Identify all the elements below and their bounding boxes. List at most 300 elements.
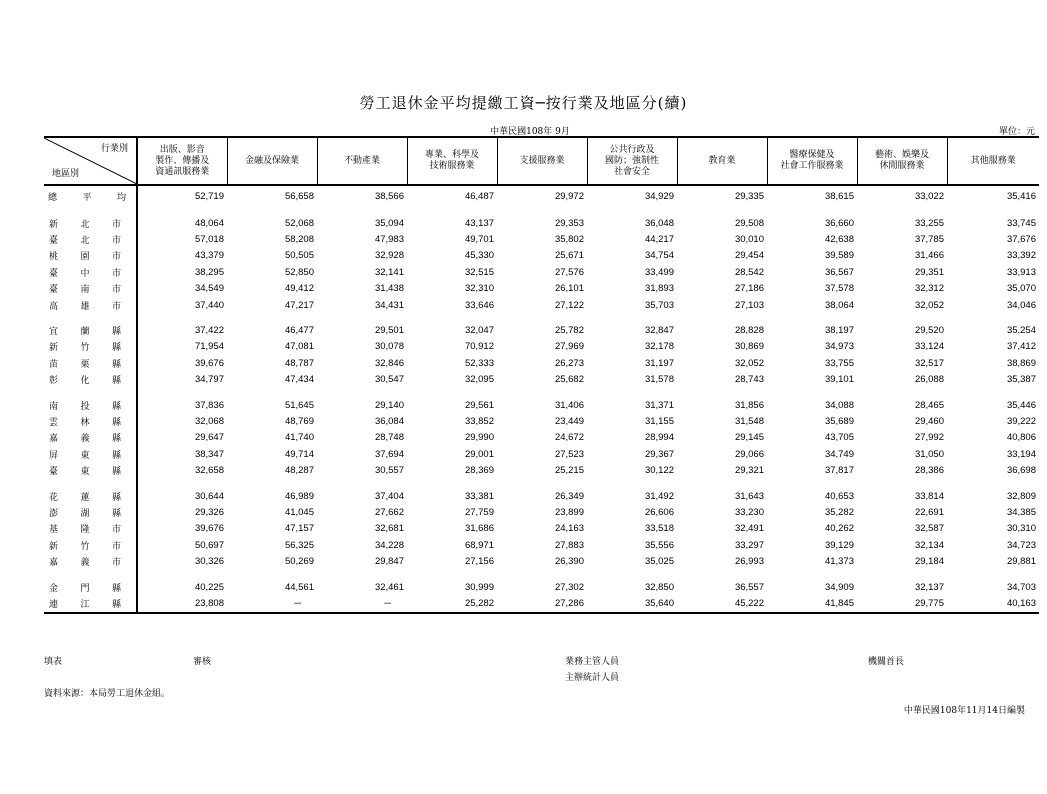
region-name: 新 竹 市 [49, 541, 121, 552]
value-cell: 52,850 [284, 266, 314, 278]
value-cell: 56,325 [284, 539, 314, 551]
table-row [44, 339, 1039, 355]
value-cell: 31,643 [734, 490, 764, 502]
footer-source: 資料來源：本局勞工退休金組。 [44, 689, 171, 699]
value-cell: 27,302 [554, 581, 584, 593]
value-cell: 32,587 [914, 523, 944, 535]
value-cell: 37,694 [374, 448, 404, 460]
value-cell: 28,748 [374, 432, 404, 444]
region-name: 屏 東 縣 [49, 450, 121, 461]
industry-axis-label: 行業別 [100, 144, 128, 154]
region-cell [44, 430, 137, 446]
value-cell: 32,850 [644, 581, 674, 593]
value-cell: 37,817 [824, 465, 854, 477]
value-cell: 25,282 [407, 595, 497, 612]
value-cell: 23,899 [554, 506, 584, 518]
value-cell: 34,549 [194, 283, 224, 295]
value-cell: 34,749 [824, 448, 854, 460]
value-cell: 31,686 [464, 523, 494, 535]
value-cell: 31,492 [644, 490, 674, 502]
region-cell [44, 231, 137, 247]
value-cell: 33,755 [824, 357, 854, 369]
value-cell: 52,333 [464, 357, 494, 369]
value-cell: 50,505 [284, 250, 314, 262]
table-row [44, 521, 1039, 537]
value-cell: 26,088 [914, 374, 944, 386]
table-row [44, 355, 1039, 371]
value-cell: 32,658 [194, 465, 224, 477]
value-cell: 46,989 [284, 490, 314, 502]
value-cell: 33,255 [914, 217, 944, 229]
value-cell: 52,719 [194, 190, 224, 202]
value-cell: 30,547 [374, 374, 404, 386]
value-cell: 38,295 [194, 266, 224, 278]
value-cell: 27,992 [914, 432, 944, 444]
value-cell: 33,913 [1006, 266, 1036, 278]
value-cell: 32,052 [734, 357, 764, 369]
value-cell: 40,653 [824, 490, 854, 502]
table-row [44, 185, 1039, 206]
value-cell: 26,993 [734, 556, 764, 568]
value-cell: 32,134 [914, 539, 944, 551]
value-cell: 27,186 [734, 283, 764, 295]
footer-reviewer: 審核 [193, 657, 212, 667]
value-cell: 28,386 [914, 465, 944, 477]
value-cell: 33,745 [1006, 217, 1036, 229]
value-cell: 30,557 [374, 465, 404, 477]
value-cell: 43,379 [194, 250, 224, 262]
value-cell: 39,589 [824, 250, 854, 262]
region-name: 花 蓮 縣 [49, 492, 121, 503]
region-cell [44, 215, 137, 231]
value-cell: 33,646 [464, 299, 494, 311]
region-cell [44, 248, 137, 264]
table-row [44, 264, 1039, 280]
value-cell: 36,660 [824, 217, 854, 229]
value-cell: 32,461 [374, 581, 404, 593]
spacer-row [44, 388, 1039, 397]
region-name: 臺 東 縣 [49, 467, 121, 478]
value-cell: 31,893 [644, 283, 674, 295]
region-name: 彰 化 縣 [49, 376, 121, 387]
value-cell: 28,828 [734, 325, 764, 337]
unit-label: 單位：元 [998, 127, 1035, 137]
value-cell: 25,782 [554, 325, 584, 337]
value-cell: 29,647 [194, 432, 224, 444]
table-row [44, 504, 1039, 520]
value-cell: 32,847 [644, 325, 674, 337]
value-cell: 32,681 [374, 523, 404, 535]
value-cell: 34,228 [374, 539, 404, 551]
value-cell: 49,714 [284, 448, 314, 460]
value-cell: 29,145 [734, 432, 764, 444]
value-cell: ─ [227, 595, 317, 612]
region-cell [44, 488, 137, 504]
region-cell [44, 322, 137, 338]
value-cell: 58,208 [284, 234, 314, 246]
value-cell: 41,740 [284, 432, 314, 444]
footer-statistician: 主辦統計人員 [565, 673, 620, 683]
region-name: 金 門 縣 [49, 583, 121, 594]
value-cell: 34,929 [644, 190, 674, 202]
value-cell: 32,137 [914, 581, 944, 593]
value-cell: 47,081 [284, 341, 314, 353]
value-cell: 31,155 [644, 415, 674, 427]
value-cell: 34,088 [824, 399, 854, 411]
value-cell: 35,070 [1006, 283, 1036, 295]
region-cell [44, 521, 137, 537]
region-name: 新 竹 縣 [49, 343, 121, 354]
value-cell: 34,797 [194, 374, 224, 386]
value-cell: 35,025 [644, 556, 674, 568]
value-cell: 34,754 [644, 250, 674, 262]
table-row [44, 488, 1039, 504]
value-cell: 27,286 [497, 595, 587, 612]
value-cell: 30,078 [374, 341, 404, 353]
value-cell: 31,406 [554, 399, 584, 411]
value-cell: 32,846 [374, 357, 404, 369]
value-cell: 51,645 [284, 399, 314, 411]
region-name: 南 投 縣 [49, 401, 121, 412]
column-header: 教育業 [677, 137, 767, 185]
table-row [44, 430, 1039, 446]
value-cell: 31,050 [914, 448, 944, 460]
value-cell: 46,477 [284, 325, 314, 337]
value-cell: 47,434 [284, 374, 314, 386]
value-cell: 38,197 [824, 325, 854, 337]
table-row [44, 579, 1039, 595]
value-cell: 30,999 [464, 581, 494, 593]
column-header: 公共行政及 國防；強制性 社會安全 [587, 137, 677, 185]
table-row [44, 372, 1039, 388]
value-cell: 36,567 [824, 266, 854, 278]
value-cell: 30,310 [1006, 523, 1036, 535]
value-cell: 33,297 [734, 539, 764, 551]
region-name: 基 隆 市 [49, 525, 121, 536]
value-cell: 31,856 [734, 399, 764, 411]
value-cell: 48,769 [284, 415, 314, 427]
table-row [44, 537, 1039, 553]
value-cell: 27,662 [374, 506, 404, 518]
value-cell: 39,676 [194, 357, 224, 369]
spacer-row [44, 570, 1039, 579]
value-cell: 43,705 [824, 432, 854, 444]
value-cell: 30,010 [734, 234, 764, 246]
value-cell: 50,269 [284, 556, 314, 568]
region-name: 新 北 市 [49, 219, 121, 230]
column-header: 支援服務業 [497, 137, 587, 185]
value-cell: 38,869 [1006, 357, 1036, 369]
value-cell: 34,909 [824, 581, 854, 593]
value-cell: 31,197 [644, 357, 674, 369]
column-header: 藝術、娛樂及 休閒服務業 [857, 137, 947, 185]
region-cell [44, 504, 137, 520]
column-header: 不動產業 [317, 137, 407, 185]
value-cell: 44,561 [284, 581, 314, 593]
value-cell: 39,222 [1006, 415, 1036, 427]
value-cell: 48,064 [194, 217, 224, 229]
value-cell: 29,140 [374, 399, 404, 411]
table-row [44, 215, 1039, 231]
value-cell: 37,836 [194, 399, 224, 411]
value-cell: 29,520 [914, 325, 944, 337]
value-cell: 32,052 [914, 299, 944, 311]
region-cell [44, 185, 137, 206]
value-cell: 34,973 [824, 341, 854, 353]
table-row [44, 595, 1039, 612]
region-cell [44, 537, 137, 553]
value-cell: 35,640 [587, 595, 677, 612]
value-cell: 31,548 [734, 415, 764, 427]
value-cell: 39,129 [824, 539, 854, 551]
value-cell: 36,557 [734, 581, 764, 593]
value-cell: 35,282 [824, 506, 854, 518]
table-body [44, 185, 1039, 613]
region-cell [44, 397, 137, 413]
value-cell: 36,048 [644, 217, 674, 229]
value-cell: 29,066 [734, 448, 764, 460]
region-name: 苗 栗 縣 [49, 359, 121, 370]
value-cell: 38,347 [194, 448, 224, 460]
region-cell [44, 297, 137, 313]
value-cell: 40,806 [1006, 432, 1036, 444]
value-cell: 32,515 [464, 266, 494, 278]
value-cell: 33,499 [644, 266, 674, 278]
value-cell: 24,672 [554, 432, 584, 444]
value-cell: ─ [317, 595, 407, 612]
value-cell: 29,335 [734, 190, 764, 202]
value-cell: 34,703 [1006, 581, 1036, 593]
value-cell: 32,141 [374, 266, 404, 278]
value-cell: 32,310 [464, 283, 494, 295]
value-cell: 32,928 [374, 250, 404, 262]
region-cell [44, 595, 137, 612]
value-cell: 33,852 [464, 415, 494, 427]
column-header: 專業、科學及 技術服務業 [407, 137, 497, 185]
region-axis-label: 地區別 [52, 169, 80, 179]
value-cell: 40,225 [194, 581, 224, 593]
region-cell [44, 264, 137, 280]
value-cell: 29,775 [857, 595, 947, 612]
value-cell: 37,412 [1006, 341, 1036, 353]
value-cell: 31,438 [374, 283, 404, 295]
region-cell [44, 413, 137, 429]
value-cell: 35,416 [1006, 190, 1036, 202]
region-name: 臺 南 市 [49, 285, 121, 296]
region-name: 高 雄 市 [49, 301, 121, 312]
value-cell: 32,047 [464, 325, 494, 337]
value-cell: 47,217 [284, 299, 314, 311]
value-cell: 41,373 [824, 556, 854, 568]
table-row [44, 462, 1039, 478]
region-name: 總 平 均 [48, 192, 126, 203]
value-cell: 37,785 [914, 234, 944, 246]
value-cell: 35,556 [644, 539, 674, 551]
value-cell: 27,103 [734, 299, 764, 311]
value-cell: 32,312 [914, 283, 944, 295]
value-cell: 31,466 [914, 250, 944, 262]
value-cell: 39,676 [194, 523, 224, 535]
footer-filler: 填表 [44, 657, 63, 667]
value-cell: 42,638 [824, 234, 854, 246]
value-cell: 56,658 [284, 190, 314, 202]
value-cell: 22,691 [914, 506, 944, 518]
value-cell: 23,449 [554, 415, 584, 427]
table-row [44, 413, 1039, 429]
value-cell: 29,351 [914, 266, 944, 278]
region-name: 臺 北 市 [49, 236, 121, 247]
value-cell: 45,330 [464, 250, 494, 262]
region-name: 嘉 義 市 [49, 558, 121, 569]
value-cell: 45,222 [677, 595, 767, 612]
value-cell: 26,349 [554, 490, 584, 502]
value-cell: 39,101 [824, 374, 854, 386]
value-cell: 43,137 [464, 217, 494, 229]
value-cell: 26,273 [554, 357, 584, 369]
value-cell: 27,759 [464, 506, 494, 518]
value-cell: 33,022 [914, 190, 944, 202]
value-cell: 52,068 [284, 217, 314, 229]
region-name: 桃 園 市 [49, 252, 121, 263]
region-name: 嘉 義 縣 [49, 434, 121, 445]
value-cell: 25,671 [554, 250, 584, 262]
page-title: 勞工退休金平均提繳工資─按行業及地區分(續) [359, 94, 688, 112]
region-cell [44, 355, 137, 371]
value-cell: 24,163 [554, 523, 584, 535]
value-cell: 23,808 [137, 595, 227, 612]
value-cell: 29,326 [194, 506, 224, 518]
value-cell: 29,367 [644, 448, 674, 460]
table-row [44, 231, 1039, 247]
value-cell: 34,431 [374, 299, 404, 311]
value-cell: 32,068 [194, 415, 224, 427]
region-name: 連 江 縣 [49, 599, 121, 610]
value-cell: 27,122 [554, 299, 584, 311]
value-cell: 46,487 [464, 190, 494, 202]
value-cell: 31,578 [644, 374, 674, 386]
value-cell: 34,385 [1006, 506, 1036, 518]
value-cell: 35,094 [374, 217, 404, 229]
value-cell: 35,689 [824, 415, 854, 427]
wage-table [44, 136, 1039, 614]
value-cell: 32,517 [914, 357, 944, 369]
value-cell: 33,814 [914, 490, 944, 502]
value-cell: 26,390 [554, 556, 584, 568]
value-cell: 29,460 [914, 415, 944, 427]
region-cell [44, 281, 137, 297]
value-cell: 29,847 [374, 556, 404, 568]
value-cell: 48,287 [284, 465, 314, 477]
value-cell: 41,045 [284, 506, 314, 518]
value-cell: 32,809 [1006, 490, 1036, 502]
value-cell: 33,124 [914, 341, 944, 353]
value-cell: 33,518 [644, 523, 674, 535]
value-cell: 32,095 [464, 374, 494, 386]
column-header: 醫療保健及 社會工作服務業 [767, 137, 857, 185]
value-cell: 37,676 [1006, 234, 1036, 246]
value-cell: 37,578 [824, 283, 854, 295]
value-cell: 29,501 [374, 325, 404, 337]
table-row [44, 446, 1039, 462]
column-header: 其他服務業 [947, 137, 1039, 185]
value-cell: 35,703 [644, 299, 674, 311]
value-cell: 30,644 [194, 490, 224, 502]
value-cell: 25,215 [554, 465, 584, 477]
value-cell: 38,064 [824, 299, 854, 311]
region-cell [44, 579, 137, 595]
header-row [44, 137, 1039, 185]
region-name: 臺 中 市 [49, 268, 121, 279]
value-cell: 29,321 [734, 465, 764, 477]
value-cell: 29,353 [554, 217, 584, 229]
column-header: 出版、影音 製作、傳播及 資通訊服務業 [137, 137, 227, 185]
table-row [44, 248, 1039, 264]
value-cell: 33,392 [1006, 250, 1036, 262]
value-cell: 49,701 [464, 234, 494, 246]
value-cell: 28,743 [734, 374, 764, 386]
region-cell [44, 462, 137, 478]
spacer-row [44, 479, 1039, 488]
value-cell: 30,122 [644, 465, 674, 477]
report-period: 中華民國108年 9月 [490, 127, 570, 137]
table-row [44, 397, 1039, 413]
value-cell: 28,994 [644, 432, 674, 444]
value-cell: 27,969 [554, 341, 584, 353]
value-cell: 33,194 [1006, 448, 1036, 460]
value-cell: 47,983 [374, 234, 404, 246]
value-cell: 33,230 [734, 506, 764, 518]
value-cell: 32,491 [734, 523, 764, 535]
region-name: 宜 蘭 縣 [49, 327, 121, 338]
table-row [44, 281, 1039, 297]
value-cell: 34,723 [1006, 539, 1036, 551]
value-cell: 27,576 [554, 266, 584, 278]
value-cell: 29,881 [1006, 556, 1036, 568]
value-cell: 40,262 [824, 523, 854, 535]
value-cell: 29,454 [734, 250, 764, 262]
footer-compiled-date: 中華民國108年11月14日編製 [903, 706, 1025, 716]
value-cell: 40,163 [947, 595, 1039, 612]
value-cell: 29,561 [464, 399, 494, 411]
value-cell: 49,412 [284, 283, 314, 295]
value-cell: 33,381 [464, 490, 494, 502]
value-cell: 29,508 [734, 217, 764, 229]
value-cell: 37,422 [194, 325, 224, 337]
value-cell: 28,369 [464, 465, 494, 477]
value-cell: 27,523 [554, 448, 584, 460]
table-row [44, 297, 1039, 313]
value-cell: 28,465 [914, 399, 944, 411]
value-cell: 30,326 [194, 556, 224, 568]
spacer-row [44, 313, 1039, 322]
value-cell: 25,682 [554, 374, 584, 386]
footer-supervisor: 業務主管人員 [565, 657, 620, 667]
spacer-row [44, 206, 1039, 215]
footer-head: 機關首長 [868, 657, 905, 667]
region-cell [44, 446, 137, 462]
corner-header-cell [44, 137, 137, 185]
value-cell: 29,972 [554, 190, 584, 202]
value-cell: 57,018 [194, 234, 224, 246]
value-cell: 29,184 [914, 556, 944, 568]
value-cell: 29,001 [464, 448, 494, 460]
region-name: 雲 林 縣 [49, 417, 121, 428]
value-cell: 35,446 [1006, 399, 1036, 411]
value-cell: 32,178 [644, 341, 674, 353]
region-cell [44, 553, 137, 569]
value-cell: 37,404 [374, 490, 404, 502]
value-cell: 35,802 [554, 234, 584, 246]
